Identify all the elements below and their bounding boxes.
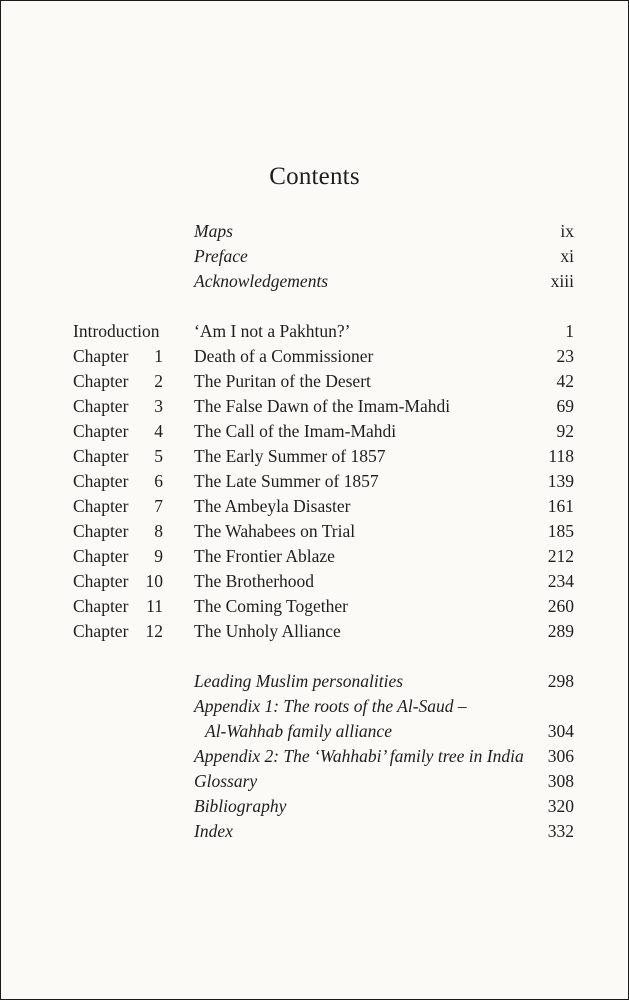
chapter-page: 139 [547, 471, 574, 491]
chapter-label: Chapter [73, 346, 129, 366]
chapter-entry [1, 394, 628, 419]
chapter-title: The Unholy Alliance [194, 621, 341, 641]
chapter-page: 289 [547, 621, 574, 641]
back-matter-entry [1, 769, 628, 794]
chapter-label: Chapter [73, 496, 129, 516]
chapter-page: 161 [547, 496, 574, 516]
chapter-page: 234 [547, 571, 574, 591]
chapter-label: Chapter [73, 621, 129, 641]
chapter-page: 42 [556, 371, 574, 391]
chapter-entry [1, 594, 628, 619]
chapter-title: The Call of the Imam-Mahdi [194, 421, 397, 441]
chapter-page: 1 [565, 321, 574, 341]
chapter-page: 212 [547, 546, 574, 566]
chapter-entry [1, 619, 628, 644]
chapter-number: 10 [145, 571, 163, 591]
back-matter-entry [1, 819, 628, 844]
chapter-entry [1, 519, 628, 544]
entry-page: 308 [547, 771, 574, 791]
chapter-page: 118 [548, 446, 574, 466]
chapter-number: 9 [154, 546, 163, 566]
chapter-number: 7 [154, 496, 163, 516]
chapter-page: 69 [556, 396, 574, 416]
chapter-label: Chapter [73, 471, 129, 491]
entry-title-continuation: Al-Wahhab family alliance [205, 721, 392, 741]
front-matter-entry [1, 219, 628, 244]
entry-title: Appendix 1: The roots of the Al-Saud – [194, 696, 467, 716]
entry-title: Index [194, 821, 233, 841]
chapter-title: The Late Summer of 1857 [194, 471, 379, 491]
entry-title: Glossary [194, 771, 258, 791]
chapter-title: The Puritan of the Desert [194, 371, 371, 391]
chapter-number: 4 [154, 421, 163, 441]
page-title: Contents [269, 163, 360, 190]
chapter-entry [1, 569, 628, 594]
chapter-label: Chapter [73, 421, 129, 441]
chapter-label: Chapter [73, 571, 129, 591]
chapter-number: 1 [154, 346, 163, 366]
chapter-label: Chapter [73, 371, 129, 391]
chapter-label: Chapter [73, 521, 129, 541]
entry-title: Appendix 2: The ‘Wahhabi’ family tree in India [194, 746, 524, 766]
entry-title: Bibliography [194, 796, 287, 816]
chapter-label: Chapter [73, 446, 129, 466]
chapter-title: The False Dawn of the Imam-Mahdi [194, 396, 451, 416]
front-matter-entry [1, 269, 628, 294]
chapter-title: The Wahabees on Trial [194, 521, 356, 541]
back-matter-entry [1, 744, 628, 769]
chapter-entry [1, 544, 628, 569]
chapter-title: The Frontier Ablaze [194, 546, 335, 566]
chapter-entry [1, 469, 628, 494]
chapter-title: The Coming Together [194, 596, 348, 616]
entry-page: xi [560, 246, 574, 266]
chapter-entry [1, 444, 628, 469]
chapter-number: 3 [154, 396, 163, 416]
chapter-title: The Ambeyla Disaster [194, 496, 351, 516]
entry-title: Acknowledgements [194, 271, 329, 291]
chapter-title: The Early Summer of 1857 [194, 446, 386, 466]
chapter-label: Introduction [73, 321, 160, 341]
entry-title: Preface [194, 246, 248, 266]
entry-page: 332 [547, 821, 574, 841]
back-matter-entry [1, 794, 628, 819]
chapter-entry [1, 319, 628, 344]
entry-page: 320 [547, 796, 574, 816]
back-matter-entry [1, 694, 628, 719]
chapter-page: 23 [556, 346, 574, 366]
chapter-title: ‘Am I not a Pakhtun?’ [194, 321, 351, 341]
front-matter-entry [1, 244, 628, 269]
chapter-page: 92 [556, 421, 574, 441]
chapter-number: 5 [154, 446, 163, 466]
entry-page: 304 [547, 721, 574, 741]
chapter-entry [1, 494, 628, 519]
entry-page: ix [560, 221, 574, 241]
chapter-number: 12 [145, 621, 163, 641]
chapter-entry [1, 369, 628, 394]
back-matter-entry [1, 719, 628, 744]
chapter-number: 8 [154, 521, 163, 541]
entry-title: Maps [194, 221, 233, 241]
chapter-title: The Brotherhood [194, 571, 315, 591]
back-matter-entry [1, 669, 628, 694]
entry-page: xiii [550, 271, 574, 291]
chapter-number: 2 [154, 371, 163, 391]
chapter-page: 185 [547, 521, 574, 541]
chapter-title: Death of a Commissioner [194, 346, 374, 366]
chapter-label: Chapter [73, 596, 129, 616]
chapter-label: Chapter [73, 546, 129, 566]
entry-page: 298 [547, 671, 574, 691]
chapter-entry [1, 419, 628, 444]
entry-page: 306 [547, 746, 574, 766]
chapter-number: 11 [146, 596, 163, 616]
entry-title: Leading Muslim personalities [194, 671, 404, 691]
chapter-page: 260 [547, 596, 574, 616]
chapter-entry [1, 344, 628, 369]
chapter-label: Chapter [73, 396, 129, 416]
chapter-number: 6 [154, 471, 163, 491]
